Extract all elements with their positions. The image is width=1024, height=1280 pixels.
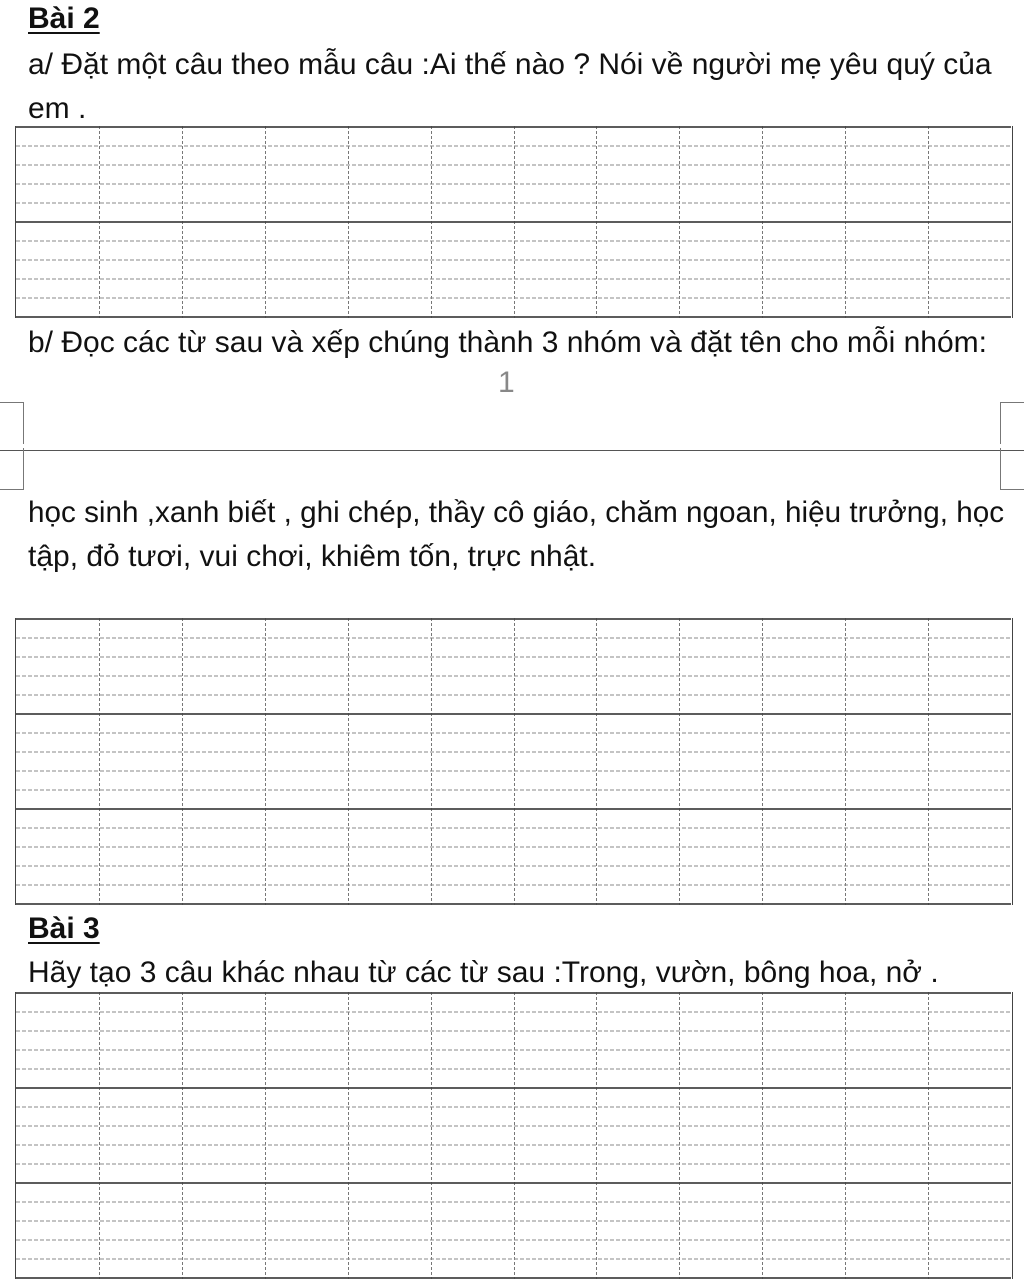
bai2-part-a-line2: em . [28,92,87,125]
writing-grid-part-a[interactable] [15,126,1013,318]
writing-grid-part-b[interactable] [15,618,1013,905]
page-corner-mark-right-top [1000,402,1024,444]
writing-grid-bai3[interactable] [15,992,1013,1279]
bai2-part-b-instruction: b/ Đọc các từ sau và xếp chúng thành 3 nhóm và đặt tên cho mỗi nhóm: [28,326,987,359]
page-corner-mark-left-top [0,402,24,444]
page-corner-mark-right-bottom [1000,448,1024,490]
page-number: 1 [498,366,515,399]
grid-lines [16,618,1011,905]
bai3-prompt: Hãy tạo 3 câu khác nhau từ các từ sau :Trong, vườn, bông hoa, nở . [28,956,939,989]
bai2-word-list-line2: tập, đỏ tươi, vui chơi, khiêm tốn, trực nhật. [28,540,597,573]
bai2-heading: Bài 2 [28,2,100,35]
bai3-heading: Bài 3 [28,912,100,945]
page-break-line [0,450,1024,451]
grid-lines [16,126,1011,318]
bai2-part-a-line1: a/ Đặt một câu theo mẫu câu :Ai thế nào ? Nói về người mẹ yêu quý của [28,48,992,81]
page-corner-mark-left-bottom [0,448,24,490]
grid-lines [16,992,1011,1279]
bai2-word-list-line1: học sinh ,xanh biết , ghi chép, thầy cô giáo, chăm ngoan, hiệu trưởng, học [28,496,1005,529]
